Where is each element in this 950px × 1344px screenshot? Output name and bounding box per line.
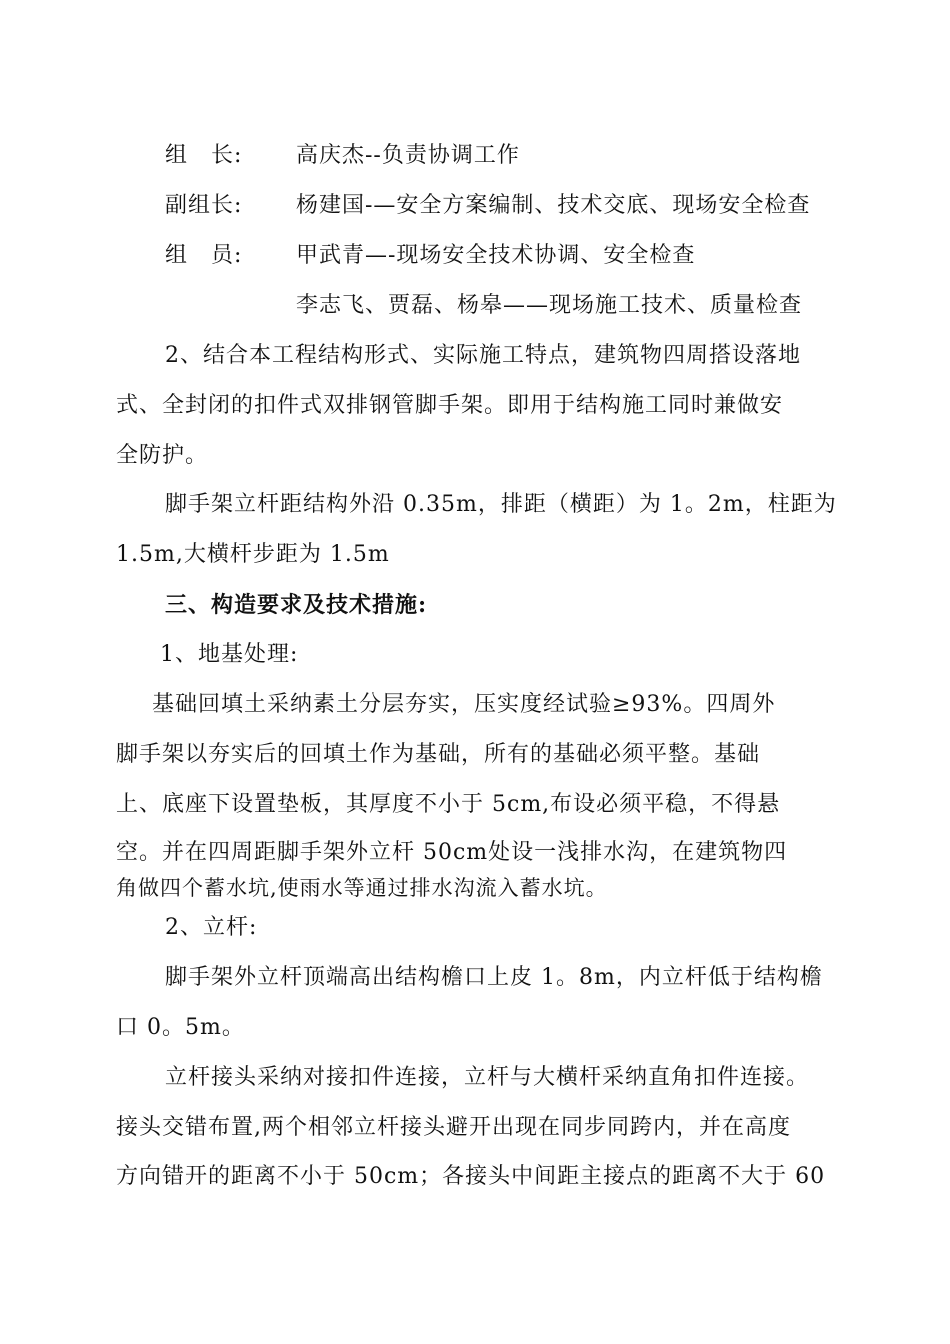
paragraph-3-line-1: 脚手架立杆距结构外沿 0.35m，排距（横距）为 1。2m，柱距为 bbox=[165, 492, 837, 517]
paragraph-3-line-2: 1.5m,大横杆步距为 1.5m bbox=[116, 542, 390, 567]
subsection-1-title: 1、地基处理: bbox=[160, 642, 299, 667]
member-label: 组 员: bbox=[165, 243, 243, 268]
subsection-1-line-4: 空。并在四周距脚手架外立杆 50cm处设一浅排水沟，在建筑物四 bbox=[116, 840, 788, 865]
subsection-2-line-2: 口 0。5m。 bbox=[116, 1015, 245, 1040]
paragraph-2-line-1: 2、结合本工程结构形式、实际施工特点，建筑物四周搭设落地 bbox=[165, 343, 801, 368]
subsection-1-line-3: 上、底座下设置垫板，其厚度不小于 5cm,布设必须平稳，不得悬 bbox=[116, 792, 781, 817]
member-text-2: 李志飞、贾磊、杨皋——现场施工技术、质量检查 bbox=[296, 293, 803, 318]
member-text-1: 甲武青—-现场安全技术协调、安全检查 bbox=[296, 243, 696, 268]
subsection-2-line-3: 立杆接头采纳对接扣件连接，立杆与大横杆采纳直角扣件连接。 bbox=[165, 1065, 810, 1090]
leader-text: 高庆杰--负责协调工作 bbox=[296, 143, 520, 168]
deputy-label: 副组长: bbox=[165, 193, 243, 218]
paragraph-2-line-3: 全防护。 bbox=[116, 443, 209, 468]
subsection-1-line-2: 脚手架以夯实后的回填土作为基础，所有的基础必须平整。基础 bbox=[116, 742, 761, 767]
section-3-heading: 三、构造要求及技术措施: bbox=[165, 592, 428, 618]
subsection-2-title: 2、立杆: bbox=[165, 915, 258, 940]
subsection-2-line-1: 脚手架外立杆顶端高出结构檐口上皮 1。8m，内立杆低于结构檐 bbox=[165, 965, 823, 990]
subsection-2-line-4: 接头交错布置,两个相邻立杆接头避开出现在同步同跨内，并在高度 bbox=[116, 1115, 791, 1140]
paragraph-2-line-2: 式、全封闭的扣件式双排钢管脚手架。即用于结构施工同时兼做安 bbox=[116, 393, 784, 418]
deputy-text: 杨建国-—安全方案编制、技术交底、现场安全检查 bbox=[296, 193, 811, 218]
leader-label: 组 长: bbox=[165, 143, 243, 168]
subsection-1-line-1: 基础回填土采纳素土分层夯实，压实度经试验≥93%。四周外 bbox=[152, 692, 776, 717]
subsection-1-line-5: 角做四个蓄水坑,使雨水等通过排水沟流入蓄水坑。 bbox=[116, 876, 608, 900]
subsection-2-line-5: 方向错开的距离不小于 50cm；各接头中间距主接点的距离不大于 60 bbox=[116, 1164, 826, 1189]
